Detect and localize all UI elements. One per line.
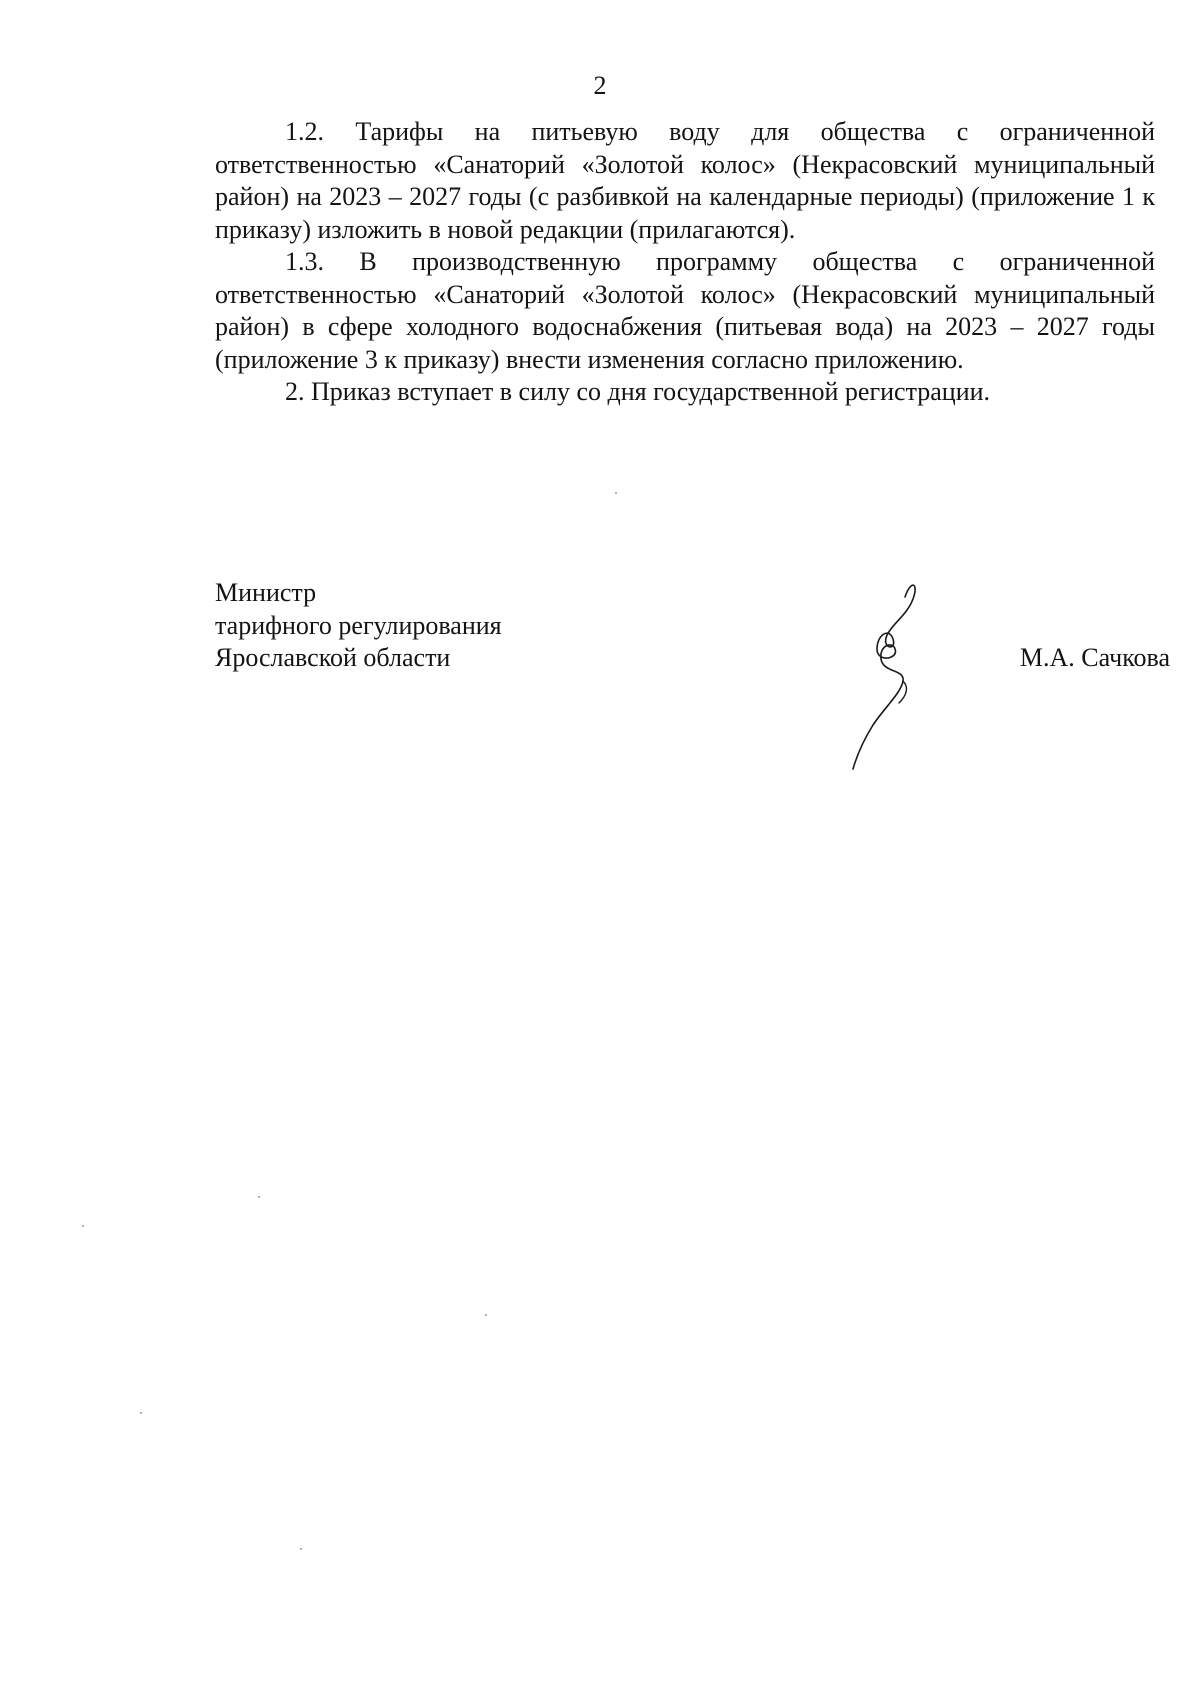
scan-speck — [300, 1548, 302, 1550]
scan-speck — [615, 492, 617, 494]
document-body — [215, 116, 1155, 409]
signatory-title-line: Ярославской области — [215, 643, 451, 672]
signatory-title-line: тарифного регулирования — [215, 610, 502, 640]
signatory-title-line: Министр — [215, 578, 317, 607]
scan-speck — [140, 1412, 142, 1414]
page-number: 2 — [593, 71, 607, 100]
signature-block — [215, 577, 1170, 777]
paragraph-1-2: 1.2. Тарифы на питьевую воду для общества с ограниченной ответственностью «Санаторий «Золотой колос» (Некрасовский муниципальный район) на 2023 – 2027 годы (с разбивкой на календарные периоды) (приложение 1 к приказу) изложить в новой редакции (прилагаются). — [215, 117, 1155, 244]
scan-speck — [258, 1196, 260, 1198]
scan-speck — [82, 1225, 84, 1227]
paragraph-2: 2. Приказ вступает в силу со дня государственной регистрации. — [285, 377, 991, 406]
paragraph-1-3: 1.3. В производственную программу общества с ограниченной ответственностью «Санаторий «Золотой колос» (Некрасовский муниципальный район) в сфере холодного водоснабжения (питьевая вода) на 2023 – 2027 годы (приложение 3 к приказу) внести изменения согласно приложению. — [215, 247, 1155, 374]
signatory-name: М.А. Сачкова — [1019, 643, 1170, 672]
handwritten-signature-icon — [815, 577, 925, 772]
scan-speck — [485, 1314, 487, 1316]
signatory-title — [215, 577, 502, 675]
